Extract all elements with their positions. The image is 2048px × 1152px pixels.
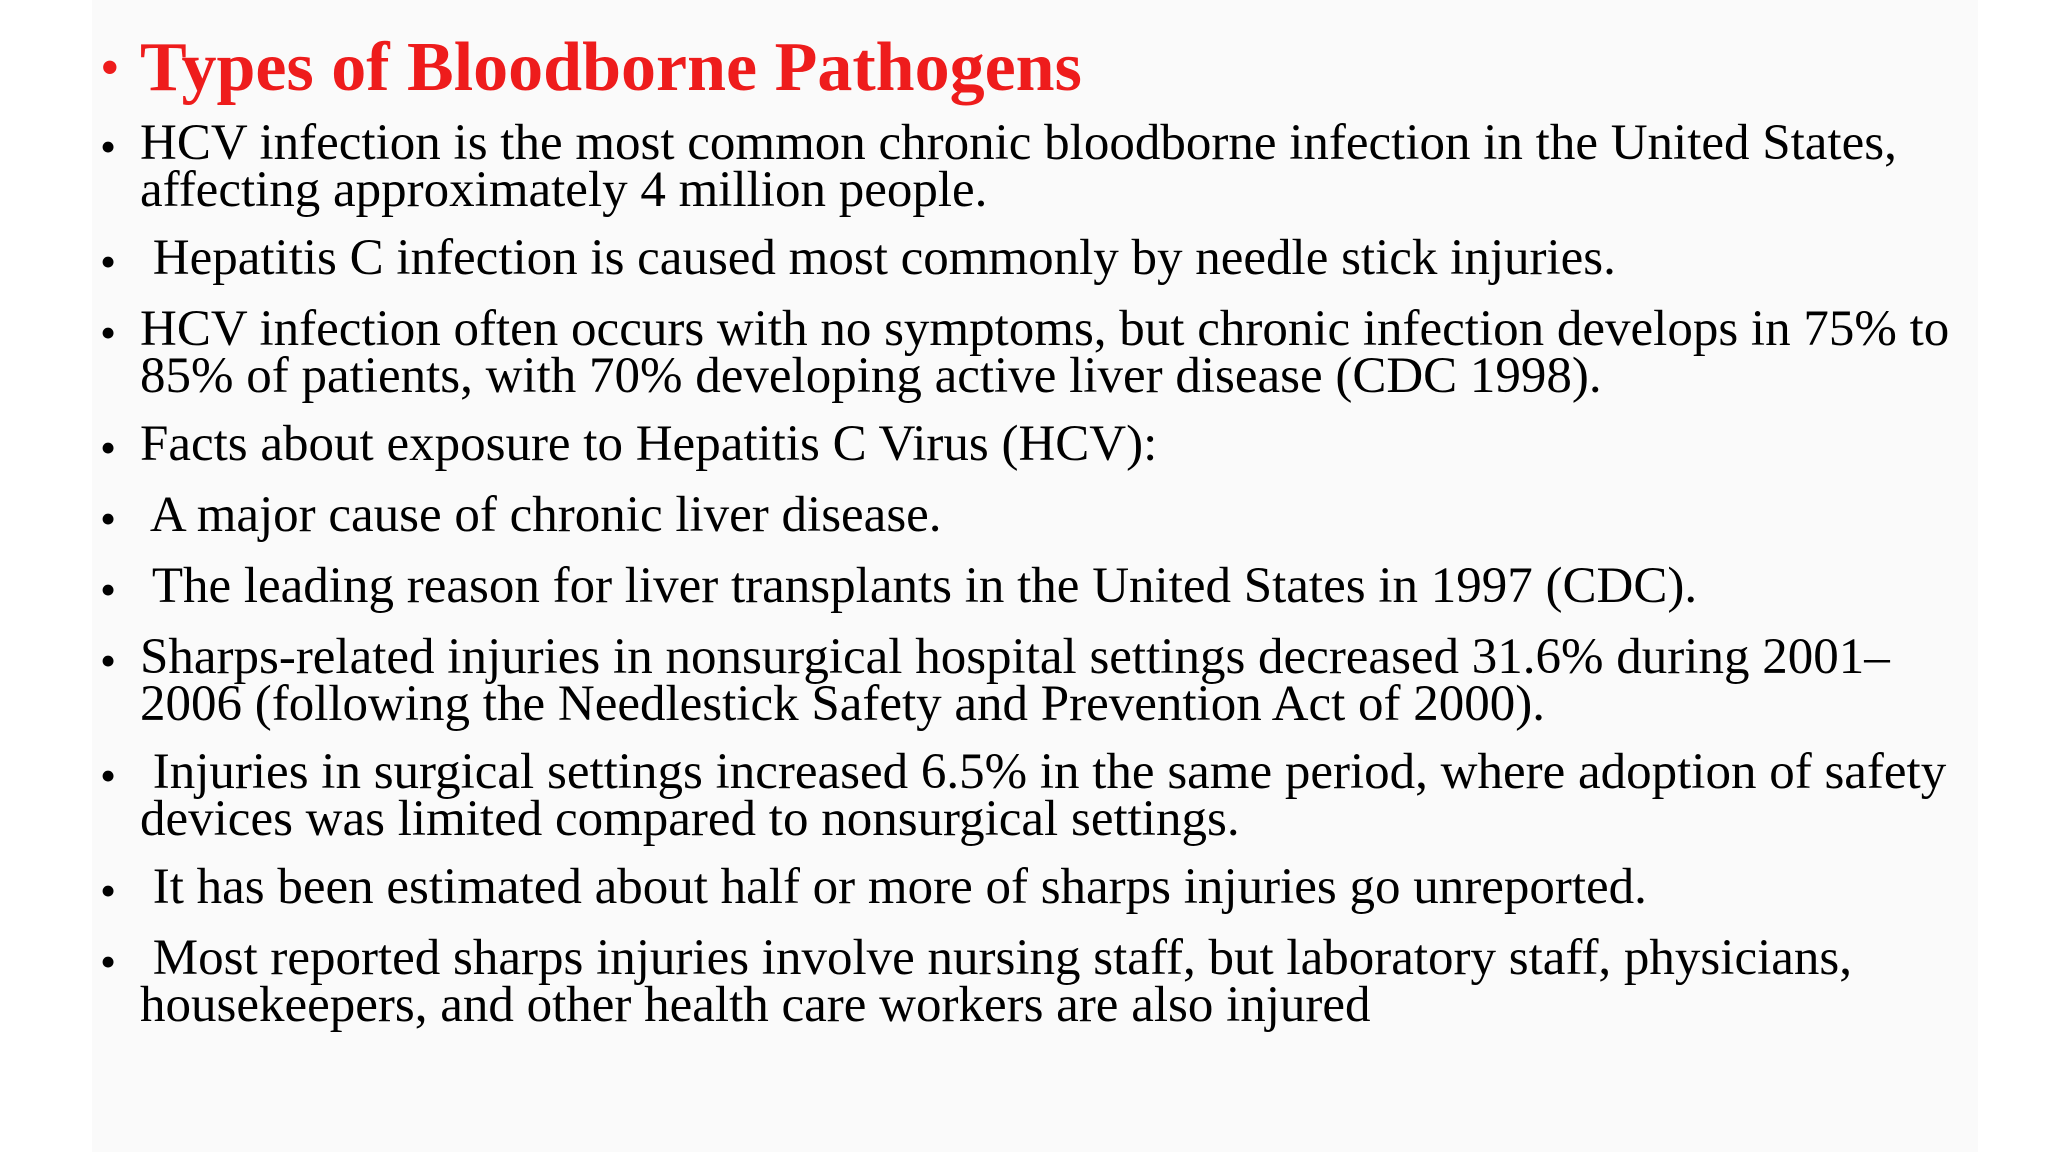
bullet-icon: • <box>100 493 117 544</box>
bullet-text: Facts about exposure to Hepatitis C Virus (HCV): <box>140 416 1158 472</box>
slide-title: Types of Bloodborne Pathogens <box>140 29 1082 106</box>
bullet-item <box>100 629 1980 732</box>
bullet-icon: • <box>100 936 117 987</box>
bullet-item <box>100 558 1980 615</box>
bullet-item <box>100 115 1980 218</box>
bullet-list <box>100 115 1980 1033</box>
bullet-item <box>100 744 1980 847</box>
bullet-icon: • <box>100 422 117 473</box>
bullet-item <box>100 230 1980 287</box>
bullet-text: Hepatitis C infection is caused most commonly by needle stick injuries. <box>140 230 1616 286</box>
bullet-text: HCV infection is the most common chronic bloodborne infection in the United States, affecting approximately 4 million people. <box>140 115 1897 218</box>
bullet-icon: • <box>100 635 117 686</box>
bullet-item <box>100 416 1980 473</box>
slide-title-row <box>100 28 1980 108</box>
bullet-text: It has been estimated about half or more of sharps injuries go unreported. <box>140 859 1647 915</box>
title-bullet-icon: • <box>100 37 120 99</box>
bullet-text: Most reported sharps injuries involve nursing staff, but laboratory staff, physicians, housekeepers, and other health care workers are also injured <box>140 930 1865 1033</box>
bullet-icon: • <box>100 307 117 358</box>
bullet-text: A major cause of chronic liver disease. <box>140 487 942 543</box>
bullet-text: Sharps-related injuries in nonsurgical hospital settings decreased 31.6% during 2001– 2006 (following the Needlestick Safety and Prevention Act of 2000). <box>140 629 1890 732</box>
bullet-icon: • <box>100 865 117 916</box>
bullet-icon: • <box>100 564 117 615</box>
bullet-item <box>100 859 1980 916</box>
bullet-icon: • <box>100 750 117 801</box>
bullet-text: The leading reason for liver transplants in the United States in 1997 (CDC). <box>140 558 1698 614</box>
bullet-item <box>100 930 1980 1033</box>
bullet-text: HCV infection often occurs with no symptoms, but chronic infection develops in 75% to 85% of patients, with 70% developing active liver disease (CDC 1998). <box>140 301 1950 404</box>
bullet-item <box>100 301 1980 404</box>
bullet-icon: • <box>100 121 117 172</box>
bullet-icon: • <box>100 236 117 287</box>
bullet-text: Injuries in surgical settings increased 6.5% in the same period, where adoption of safety devices was limited compared to nonsurgical settings. <box>140 744 1959 847</box>
bullet-item <box>100 487 1980 544</box>
